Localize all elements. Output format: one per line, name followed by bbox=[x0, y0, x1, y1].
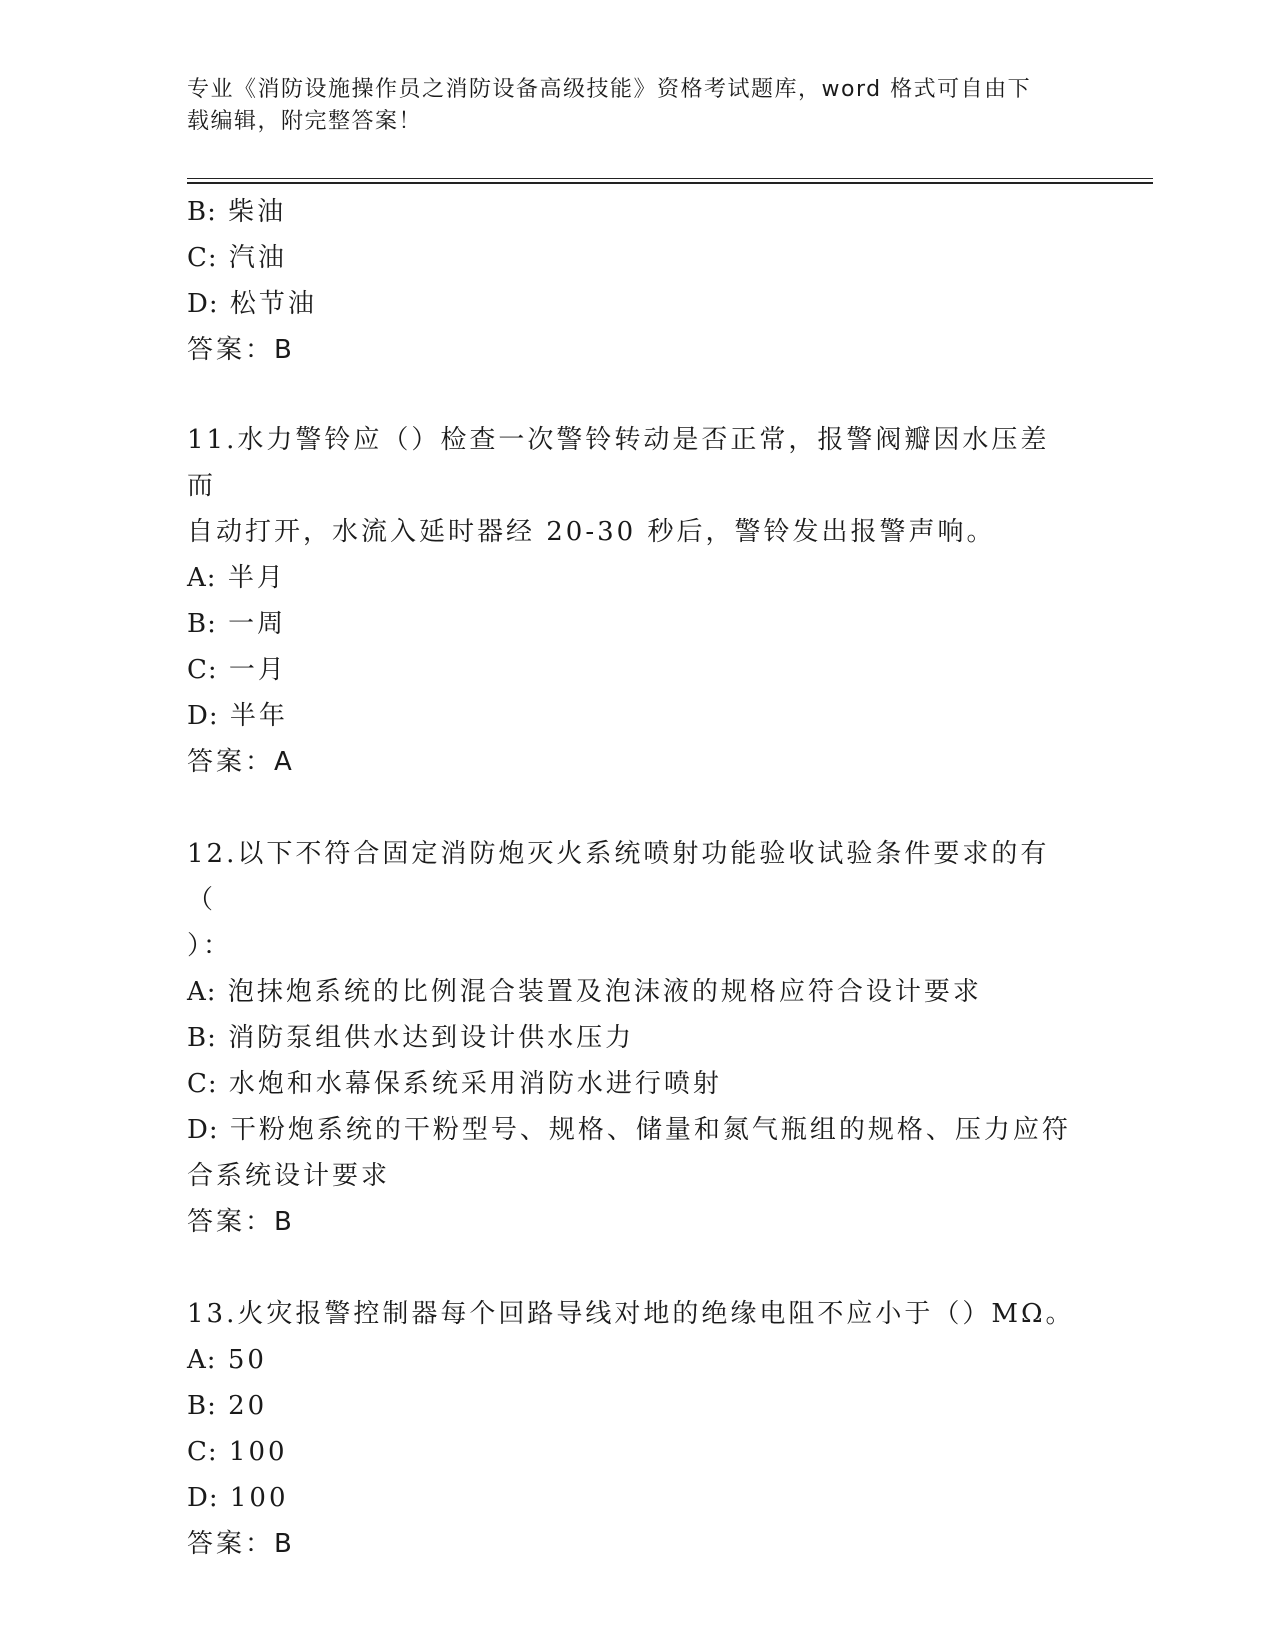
question-11 bbox=[187, 417, 1087, 785]
option-b: B: 消防泵组供水达到设计供水压力 bbox=[187, 1023, 635, 1053]
document-header bbox=[187, 74, 1067, 138]
option-d-continuation: 合系统设计要求 bbox=[187, 1161, 391, 1191]
option-c: C: 100 bbox=[187, 1437, 288, 1467]
question-text-line-1: 11.水力警铃应（）检查一次警铃转动是否正常，报警阀瓣因水压差而 bbox=[187, 425, 1050, 501]
option-b: B: 一周 bbox=[187, 609, 287, 639]
question-13 bbox=[187, 1291, 1087, 1567]
header-line-2: 载编辑，附完整答案！ bbox=[187, 109, 423, 134]
answer: 答案：B bbox=[187, 1529, 295, 1559]
option-c: C: 汽油 bbox=[187, 243, 287, 273]
question-text-line-2: 自动打开，水流入延时器经 20-30 秒后，警铃发出报警声响。 bbox=[187, 517, 996, 547]
option-c: C: 水炮和水幕保系统采用消防水进行喷射 bbox=[187, 1069, 722, 1099]
prev-question bbox=[187, 189, 1087, 373]
question-12 bbox=[187, 831, 1087, 1245]
header-line-1: 专业《消防设施操作员之消防设备高级技能》资格考试题库，word 格式可自由下 bbox=[187, 77, 1032, 102]
option-b: B: 20 bbox=[187, 1391, 268, 1421]
option-a: A: 半月 bbox=[187, 563, 286, 593]
header-divider-thick bbox=[187, 182, 1153, 184]
question-text-line-1: 13.火灾报警控制器每个回路导线对地的绝缘电阻不应小于（）MΩ。 bbox=[187, 1299, 1075, 1329]
option-b: B: 柴油 bbox=[187, 197, 287, 227]
option-c: C: 一月 bbox=[187, 655, 287, 685]
spacer bbox=[187, 785, 1087, 831]
option-d: D: 100 bbox=[187, 1483, 289, 1513]
option-d: D: 干粉炮系统的干粉型号、规格、储量和氮气瓶组的规格、压力应符 bbox=[187, 1115, 1071, 1145]
option-d: D: 半年 bbox=[187, 701, 288, 731]
spacer bbox=[187, 373, 1087, 417]
question-text-line-2: ）： bbox=[187, 931, 233, 961]
answer: 答案：B bbox=[187, 335, 295, 365]
option-d: D: 松节油 bbox=[187, 289, 317, 319]
option-a: A: 50 bbox=[187, 1345, 267, 1375]
answer: 答案：B bbox=[187, 1207, 295, 1237]
spacer bbox=[187, 1245, 1087, 1291]
option-a: A: 泡抹炮系统的比例混合装置及泡沫液的规格应符合设计要求 bbox=[187, 977, 982, 1007]
header-divider-thin bbox=[187, 178, 1153, 179]
answer: 答案：A bbox=[187, 747, 295, 777]
question-text-line-1: 12.以下不符合固定消防炮灭火系统喷射功能验收试验条件要求的有（ bbox=[187, 839, 1050, 915]
document-body bbox=[187, 189, 1087, 1567]
